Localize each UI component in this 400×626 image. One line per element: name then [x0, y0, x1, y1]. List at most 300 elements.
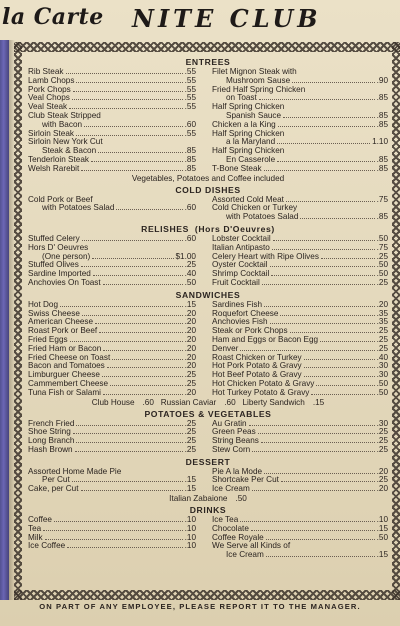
menu-item-price: .50: [376, 388, 388, 397]
leader-dots: [249, 425, 375, 426]
menu-item-price: .85: [376, 213, 388, 222]
menu-item-price: .25: [376, 252, 388, 261]
menu-item: [212, 354, 388, 363]
menu-item: [212, 516, 388, 525]
menu-item: [28, 86, 196, 95]
centered-items-line: [28, 398, 388, 407]
centered-items-line: [28, 494, 388, 503]
menu-item-name: Hash Brown: [28, 445, 73, 454]
menu-item-price: .15: [312, 397, 325, 407]
menu-item-price: .55: [184, 85, 196, 94]
menu-item: [28, 301, 196, 310]
menu-item: [212, 130, 388, 139]
menu-item: [28, 77, 196, 86]
menu-item-price: .50: [376, 533, 388, 542]
section-title-text: DRINKS: [189, 505, 227, 516]
menu-item: [212, 371, 388, 380]
menu-item-price: .20: [184, 362, 196, 371]
menu-item-price: .50: [376, 379, 388, 388]
leader-dots: [272, 249, 375, 250]
menu-item: [212, 380, 388, 389]
menu-item-name: Stuffed Celery: [28, 234, 80, 243]
menu-item-price: .20: [184, 344, 196, 353]
menu-header: [0, 0, 400, 42]
leader-dots: [72, 481, 183, 482]
menu-item-name: Per Cut: [42, 476, 70, 485]
menu-item: [28, 130, 196, 139]
menu-item-price: .25: [376, 428, 388, 437]
menu-item: [212, 147, 388, 156]
leader-dots: [76, 82, 182, 83]
menu-item: [212, 389, 388, 398]
menu-item: [28, 318, 196, 327]
menu-item-name: a la Maryland: [226, 138, 276, 147]
menu-item-name: Fried Ham or Bacon: [28, 344, 102, 353]
menu-item: [28, 468, 196, 477]
menu-item-name: Hors D' Oeuvres: [28, 243, 89, 252]
menu-item-name: Shrimp Cocktail: [212, 270, 270, 279]
menu-item-name: American Cheese: [28, 318, 94, 327]
section-title: [28, 57, 388, 67]
leader-dots: [304, 376, 375, 377]
menu-item-name: with Bacon: [42, 120, 83, 129]
menu-item: [28, 485, 196, 494]
menu-item-name: Celery Heart with Ripe Olives: [212, 252, 319, 261]
menu-item: [28, 244, 196, 253]
menu-item-name: Russian Caviar: [160, 397, 217, 407]
menu-item-name: Ice Cream: [212, 485, 250, 494]
leader-dots: [321, 258, 375, 259]
menu-item: [28, 253, 196, 262]
menu-section-dessert: [28, 457, 388, 503]
leader-dots: [95, 323, 183, 324]
menu-item-name: Cammembert Cheese: [28, 379, 109, 388]
menu-item-name: Half Spring Chicken: [212, 103, 285, 112]
menu-item-price: .55: [184, 94, 196, 103]
menu-item-price: .15: [376, 551, 388, 560]
section-title-text: ENTREES: [185, 57, 231, 67]
menu-item: [28, 516, 196, 525]
menu-item-price: .20: [184, 388, 196, 397]
menu-item: [212, 204, 388, 213]
leader-dots: [73, 91, 183, 92]
menu-item-price: .55: [184, 103, 196, 112]
menu-item-name: Liberty Sandwich: [242, 397, 305, 407]
menu-item-name: Ham and Eggs or Bacon Egg: [212, 335, 319, 344]
leader-dots: [81, 170, 182, 171]
menu-item: [212, 420, 388, 429]
leader-dots: [76, 135, 183, 136]
menu-item: [212, 476, 388, 485]
leader-dots: [102, 376, 183, 377]
leader-dots: [103, 394, 183, 395]
menu-item-price: .85: [376, 155, 388, 164]
menu-item: [28, 235, 196, 244]
menu-item: [28, 389, 196, 398]
menu-item: [212, 86, 388, 95]
menu-item-price: .15: [184, 476, 196, 485]
menu-item-price: .85: [376, 111, 388, 120]
menu-item-name: Steak & Bacon: [42, 147, 97, 156]
menu-item-price: .30: [376, 371, 388, 380]
menu-item-name: Tuna Fish or Salami: [28, 388, 101, 397]
menu-item-price: .85: [184, 164, 196, 173]
menu-item: [212, 468, 388, 477]
decorative-border-right: [392, 42, 400, 600]
menu-item-name: Chicken a la King: [212, 120, 276, 129]
menu-item-name: Swiss Cheese: [28, 309, 80, 318]
menu-item-name: Veal Steak: [28, 103, 68, 112]
menu-item: [28, 156, 196, 165]
menu-item-price: .35: [376, 318, 388, 327]
leader-dots: [300, 218, 374, 219]
menu-item: [212, 542, 388, 551]
menu-item: [28, 437, 196, 446]
menu-item: [28, 362, 196, 371]
menu-item-price: .10: [184, 533, 196, 542]
leader-dots: [116, 209, 182, 210]
menu-item: [212, 138, 388, 147]
menu-item: [28, 138, 196, 147]
menu-item-price: .20: [376, 467, 388, 476]
menu-item: [212, 121, 388, 130]
menu-item: [28, 310, 196, 319]
leader-dots: [259, 99, 375, 100]
leader-dots: [273, 240, 375, 241]
menu-section-sandwiches: [28, 290, 388, 407]
leader-dots: [262, 284, 375, 285]
menu-item-name: Rib Steak: [28, 68, 64, 76]
menu-content: [28, 55, 388, 560]
leader-dots: [82, 240, 183, 241]
menu-item: [28, 327, 196, 336]
menu-item: [28, 204, 196, 213]
menu-item-price: .30: [376, 362, 388, 371]
menu-section-drinks: [28, 505, 388, 560]
menu-item-name: Roquefort Cheese: [212, 309, 279, 318]
menu-item-name: Shoe String: [28, 428, 71, 437]
menu-item-price: .60: [224, 397, 236, 407]
menu-item-name: We Serve all Kinds of: [212, 542, 291, 551]
leader-dots: [286, 201, 375, 202]
leader-dots: [261, 442, 375, 443]
section-title: [28, 409, 388, 419]
menu-item-name: Hot Pork Potato & Gravy: [212, 362, 302, 371]
leader-dots: [103, 350, 182, 351]
leader-dots: [84, 126, 183, 127]
menu-item-name: Fried Cheese on Toast: [28, 353, 111, 362]
section-note: Vegetables, Potatoes and Coffee included: [131, 173, 285, 183]
menu-item: [212, 336, 388, 345]
menu-item-price: .25: [184, 437, 196, 446]
menu-item: [28, 371, 196, 380]
menu-item-price: .20: [184, 335, 196, 344]
menu-item: [28, 165, 196, 174]
menu-item-price: .85: [184, 147, 196, 156]
menu-item-name: Au Gratin: [212, 419, 247, 428]
leader-dots: [283, 117, 375, 118]
leader-dots: [258, 433, 375, 434]
menu-item-name: Tea: [28, 524, 42, 533]
menu-item: [212, 165, 388, 174]
menu-item-price: .20: [184, 318, 196, 327]
menu-item: [212, 551, 388, 560]
menu-item: [212, 446, 388, 455]
menu-item: [28, 420, 196, 429]
header-left-text: la Carte: [2, 4, 104, 30]
menu-item-price: .25: [184, 261, 196, 270]
menu-item-price: $1.00: [175, 252, 196, 261]
column-right: [208, 420, 388, 455]
menu-item-price: .30: [376, 419, 388, 428]
menu-item-name: Assorted Home Made Pie: [28, 467, 122, 476]
section-title-text: SANDWICHES: [175, 289, 241, 300]
leader-dots: [240, 350, 374, 351]
column-right: [208, 68, 388, 174]
menu-item-name: Sardines Fish: [212, 300, 263, 309]
menu-item: [212, 279, 388, 288]
leader-dots: [45, 539, 183, 540]
menu-item-name: Hot Turkey Potato & Gravy: [212, 388, 310, 397]
menu-item-name: Chocolate: [212, 524, 249, 533]
menu-item-price: .15: [184, 485, 196, 494]
menu-item-name: Limburguer Cheese: [28, 371, 100, 380]
menu-item-name: Assorted Cold Meat: [212, 195, 284, 204]
menu-item: [28, 261, 196, 270]
menu-item-name: Ice Coffee: [28, 542, 66, 551]
menu-item: [212, 156, 388, 165]
menu-item-name: Long Branch: [28, 437, 75, 446]
menu-item: [212, 103, 388, 112]
menu-item-price: .25: [376, 437, 388, 446]
menu-item-price: .25: [184, 445, 196, 454]
section-columns: [28, 516, 388, 560]
column-left: [28, 235, 208, 288]
menu-item-name: Veal Chops: [28, 94, 70, 103]
leader-dots: [103, 284, 183, 285]
leader-dots: [54, 521, 183, 522]
menu-item: [212, 68, 388, 77]
menu-item: [28, 380, 196, 389]
section-title: [28, 224, 388, 234]
menu-item-price: .25: [184, 419, 196, 428]
menu-item: [212, 301, 388, 310]
menu-item: [212, 244, 388, 253]
leader-dots: [82, 315, 183, 316]
menu-item-name: French Fried: [28, 419, 75, 428]
section-columns: [28, 420, 388, 455]
menu-item-name: String Beans: [212, 437, 259, 446]
menu-item: [28, 279, 196, 288]
leader-dots: [271, 275, 374, 276]
section-title: [28, 185, 388, 195]
menu-item: [28, 525, 196, 534]
menu-item-price: .85: [376, 120, 388, 129]
decorative-border-left: [14, 42, 22, 600]
leader-dots: [270, 323, 375, 324]
menu-item-name: Italian Zabaione: [169, 494, 228, 504]
leader-dots: [311, 394, 374, 395]
section-columns: [28, 235, 388, 288]
decorative-border-top: [14, 42, 400, 52]
leader-dots: [266, 539, 375, 540]
menu-title: NITE CLUB: [132, 4, 322, 33]
menu-item: [212, 261, 388, 270]
section-title: [28, 505, 388, 515]
menu-footer-notice: ON PART OF ANY EMPLOYEE, PLEASE REPORT IT TO THE MANAGER.: [39, 602, 361, 611]
menu-item-price: .20: [184, 309, 196, 318]
menu-item-price: .60: [142, 397, 154, 407]
menu-item-price: .50: [376, 234, 388, 243]
leader-dots: [60, 306, 183, 307]
menu-item: [212, 525, 388, 534]
menu-item-price: .50: [376, 261, 388, 270]
menu-item-name: with Potatoes Salad: [42, 204, 115, 213]
leader-dots: [278, 126, 375, 127]
menu-item: [212, 318, 388, 327]
menu-section-cold-dishes: [28, 185, 388, 222]
menu-item-price: .35: [376, 309, 388, 318]
menu-item-name: T-Bone Steak: [212, 164, 262, 173]
menu-item: [212, 196, 388, 205]
menu-item-price: .25: [376, 327, 388, 336]
menu-item-name: Club Steak Stripped: [28, 111, 101, 120]
leader-dots: [281, 481, 375, 482]
menu-item: [212, 270, 388, 279]
menu-item-price: .40: [376, 353, 388, 362]
leader-dots: [277, 161, 374, 162]
menu-item: [28, 270, 196, 279]
menu-item-price: .60: [184, 204, 196, 213]
menu-item: [212, 310, 388, 319]
menu-item: [28, 112, 196, 121]
menu-item: [212, 362, 388, 371]
leader-dots: [81, 490, 183, 491]
menu-item-name: Fried Half Spring Chicken: [212, 85, 306, 94]
menu-item-price: .20: [376, 485, 388, 494]
menu-item-price: .50: [376, 270, 388, 279]
menu-item-name: Cold Chicken or Turkey: [212, 204, 298, 213]
column-left: [28, 468, 208, 494]
leader-dots: [69, 108, 182, 109]
leader-dots: [43, 530, 182, 531]
menu-item: [28, 446, 196, 455]
menu-item-price: .50: [235, 494, 247, 504]
menu-item-price: .60: [184, 120, 196, 129]
menu-item-price: .15: [184, 300, 196, 309]
leader-dots: [240, 521, 374, 522]
leader-dots: [73, 433, 183, 434]
menu-item-price: .25: [376, 445, 388, 454]
menu-item-price: .60: [184, 234, 196, 243]
leader-dots: [72, 99, 183, 100]
leader-dots: [112, 359, 182, 360]
leader-dots: [280, 315, 374, 316]
leader-dots: [93, 275, 183, 276]
menu-item-price: .75: [376, 243, 388, 252]
column-right: [208, 301, 388, 398]
leader-dots: [107, 367, 183, 368]
menu-item: [212, 327, 388, 336]
leader-dots: [264, 473, 375, 474]
menu-item: [212, 112, 388, 121]
menu-item-price: .15: [376, 524, 388, 533]
menu-section-relishes: [28, 224, 388, 288]
leader-dots: [252, 451, 374, 452]
menu-item-name: Bacon and Tomatoes: [28, 362, 105, 371]
column-right: [208, 516, 388, 560]
leader-dots: [92, 258, 173, 259]
column-left: [28, 196, 208, 222]
menu-binding-ribbon: [0, 40, 9, 600]
menu-item-price: .40: [184, 270, 196, 279]
menu-item-name: Green Peas: [212, 428, 256, 437]
decorative-border-bottom: [14, 590, 400, 600]
menu-item-price: .75: [376, 195, 388, 204]
menu-item-name: Shortcake Per Cut: [212, 476, 279, 485]
section-title-text: POTATOES & VEGETABLES: [144, 408, 272, 419]
menu-item: [212, 485, 388, 494]
menu-item-price: .85: [376, 94, 388, 103]
menu-item: [212, 428, 388, 437]
leader-dots: [99, 332, 182, 333]
menu-item-price: .10: [376, 516, 388, 525]
menu-item-name: Hot Chicken Potato & Gravy: [212, 379, 315, 388]
menu-item-name: Tenderloin Steak: [28, 155, 89, 164]
menu-item-price: .20: [376, 300, 388, 309]
menu-item-name: Coffee: [28, 516, 52, 525]
menu-item-name: Lamb Chops: [28, 76, 75, 85]
menu-item: [28, 94, 196, 103]
section-columns: [28, 301, 388, 398]
menu-item-name: Anchovies Fish: [212, 318, 268, 327]
leader-dots: [290, 332, 375, 333]
menu-item-price: .85: [184, 155, 196, 164]
menu-item-name: Roast Pork or Beef: [28, 327, 98, 336]
menu-item-name: Pie A la Mode: [212, 467, 263, 476]
section-columns: [28, 468, 388, 494]
section-title-text: RELISHES: [141, 223, 189, 234]
menu-item-name: Roast Chicken or Turkey: [212, 353, 302, 362]
menu-item: [28, 542, 196, 551]
menu-item-name: Hot Dog: [28, 300, 59, 309]
menu-item-name: Club House: [91, 397, 135, 407]
menu-item-price: .25: [184, 379, 196, 388]
menu-item-price: 1.10: [372, 138, 388, 147]
menu-item-name: Sirloin New York Cut: [28, 138, 103, 147]
menu-item-price: .20: [184, 353, 196, 362]
section-title-text: COLD DISHES: [175, 184, 241, 195]
menu-item-name: Half Spring Chicken: [212, 147, 285, 156]
menu-item-name: Sardine Imported: [28, 270, 91, 279]
leader-dots: [292, 82, 374, 83]
section-subtitle: (Hors D'Oeuvres): [194, 223, 275, 234]
menu-item-price: .25: [376, 344, 388, 353]
menu-item: [212, 94, 388, 103]
menu-item-name: Oyster Cocktail: [212, 261, 268, 270]
leader-dots: [304, 359, 375, 360]
menu-item: [212, 77, 388, 86]
column-left: [28, 420, 208, 455]
leader-dots: [266, 556, 375, 557]
menu-item-name: Stew Corn: [212, 445, 251, 454]
column-left: [28, 68, 208, 174]
menu-item-price: .20: [184, 327, 196, 336]
menu-item-name: Hot Beef Potato & Gravy: [212, 371, 302, 380]
menu-item: [28, 103, 196, 112]
menu-item-price: .25: [376, 335, 388, 344]
menu-item-name: Stuffed Olives: [28, 261, 79, 270]
